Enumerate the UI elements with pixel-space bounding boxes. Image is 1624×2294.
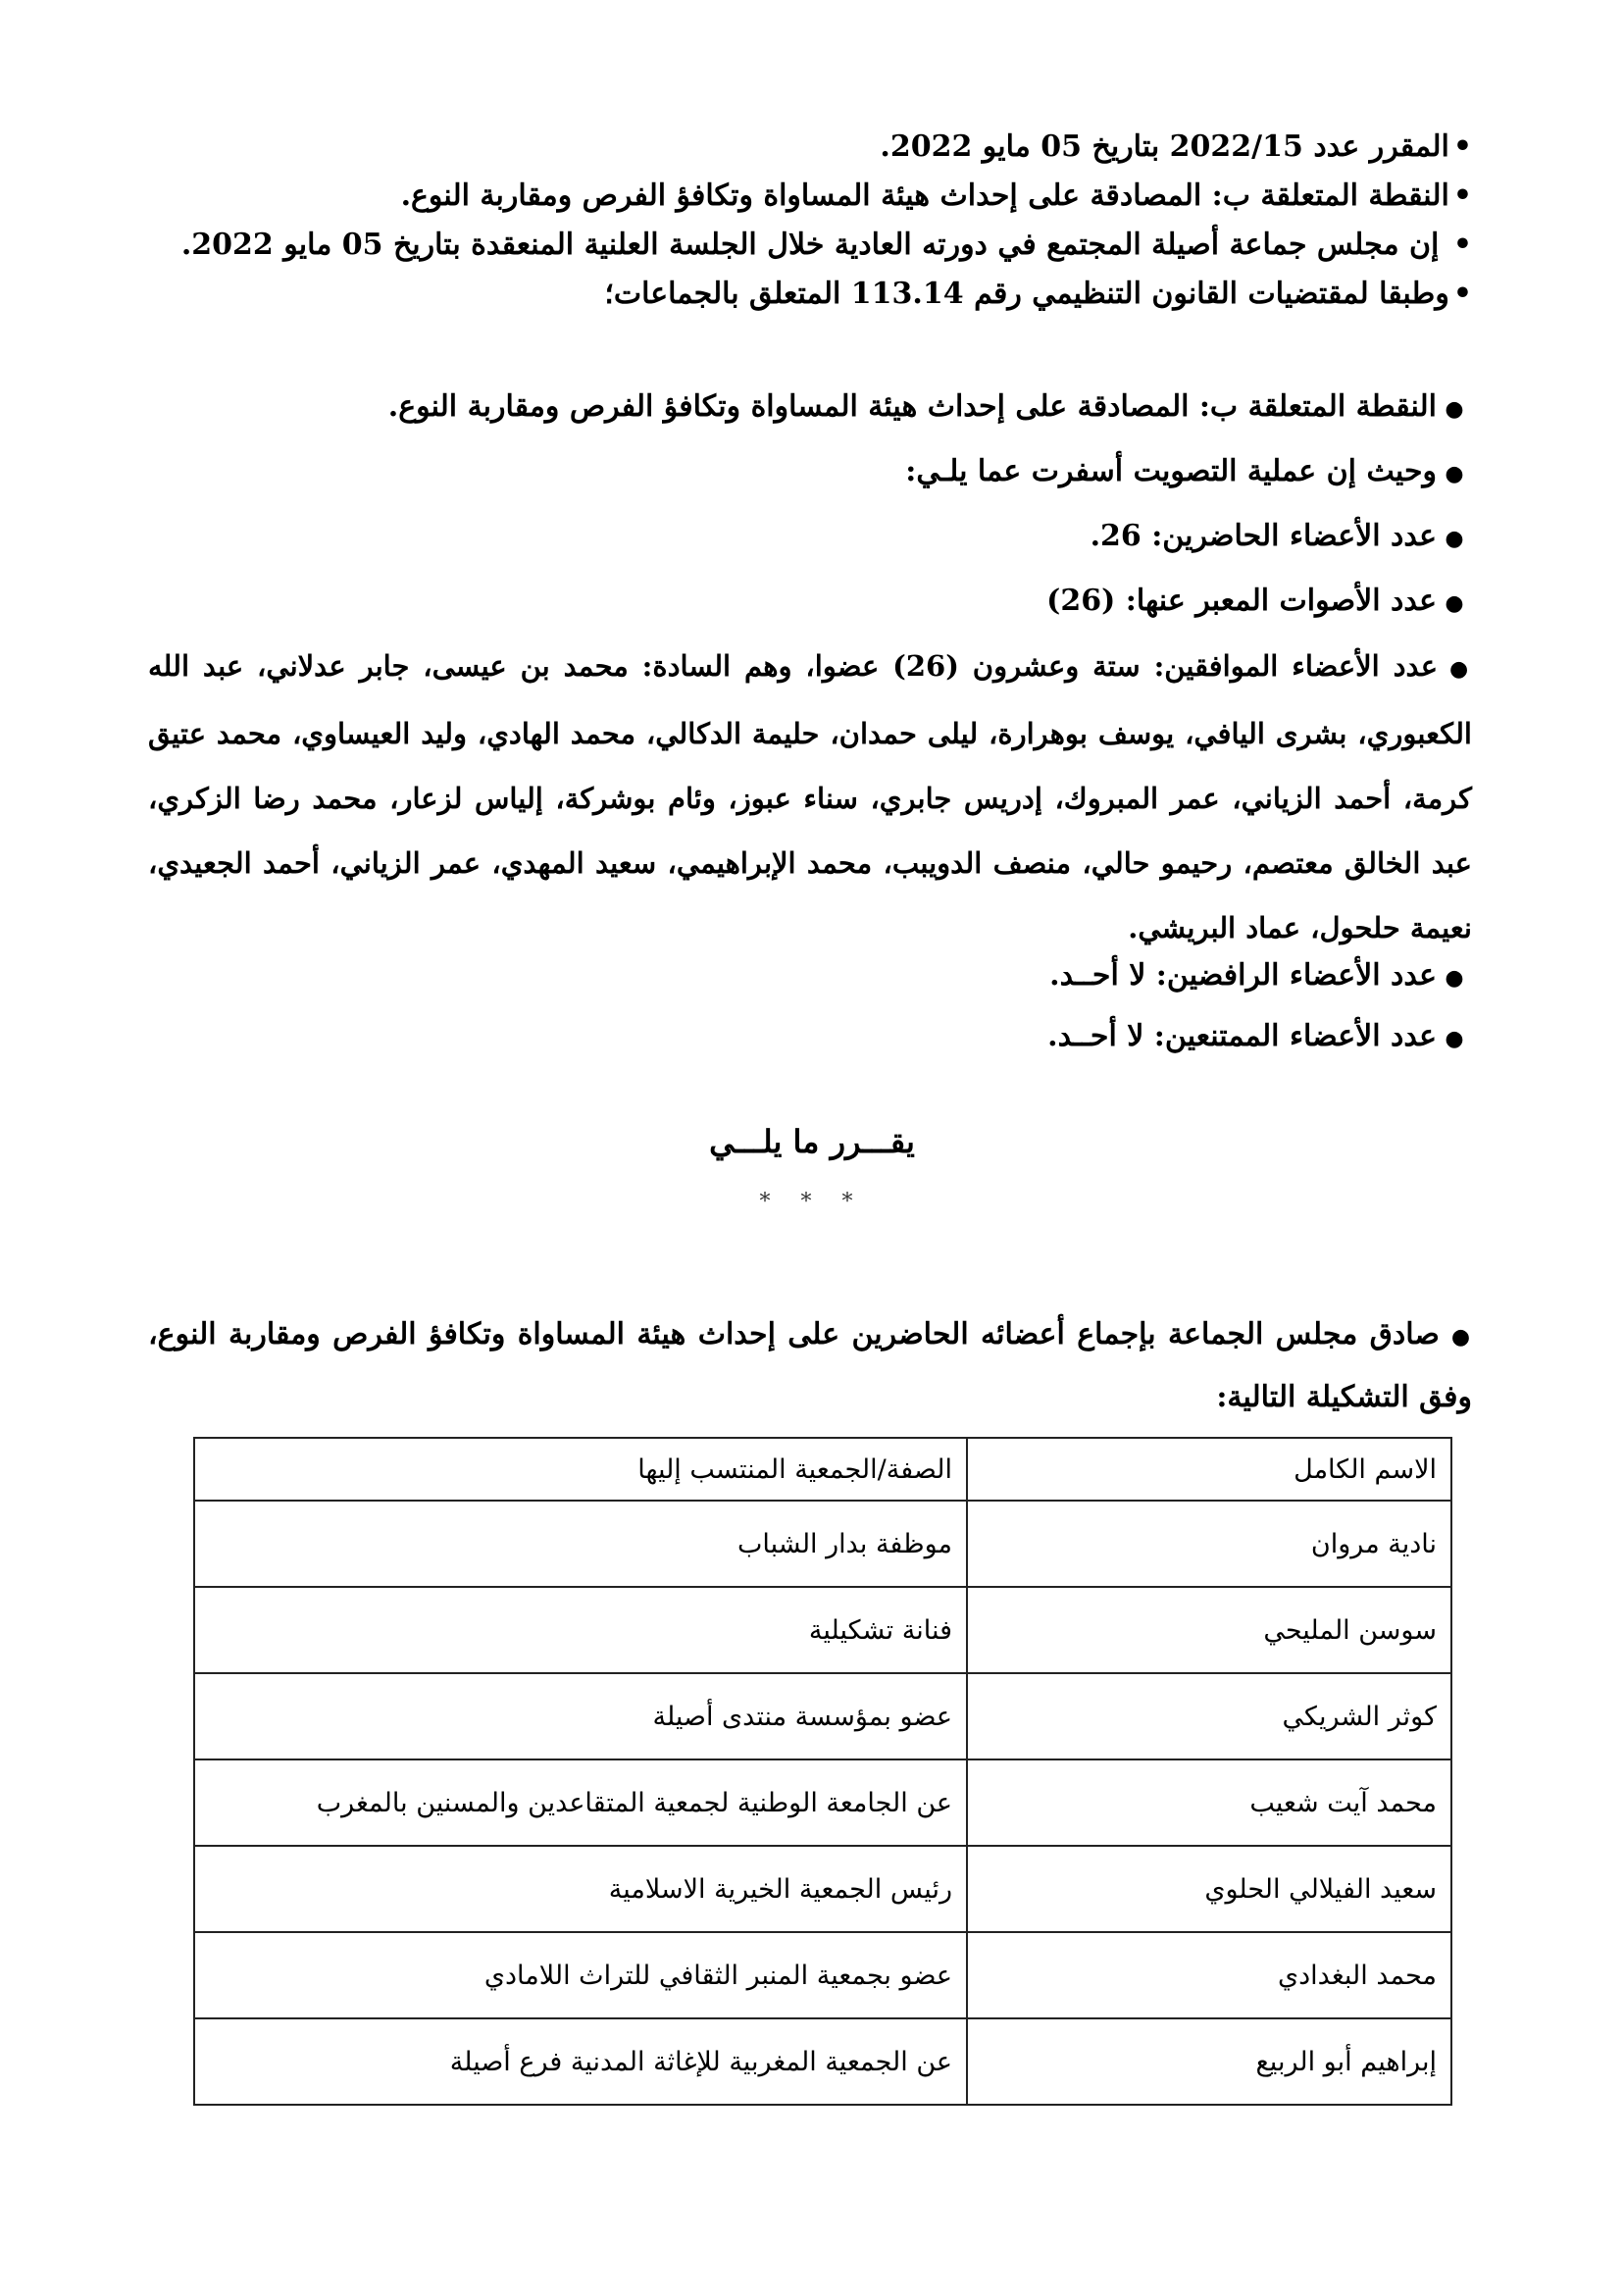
table-row: [194, 2018, 1451, 2105]
decision-heading: يقـــرر ما يلـــي: [709, 1123, 915, 1160]
table-row: [194, 1932, 1451, 2018]
member-role: عضو بجمعية المنبر الثقافي للتراث اللامادي: [194, 1932, 967, 2018]
approving-members: ●عدد الأعضاء الموافقين: ستة وعشرون (26) عضوا، وهم السادة: محمد بن عيسى، جابر عدلاني، عبد الله الكعبوري، بشرى اليافي، يوسف بوهرارة، ليلى حمدان، حليمة الدكالي، محمد الهادي، وليد العيساوي، محمد عتيق كرمة، أحمد الزياني، عمر المبروك، إدريس جابري، سناء عبوز، وئام بوشركة، إلياس لزعار، محمد رضا الزكري، عبد الخالق معتصم، رحيمو حالي، منصف الدويبب، محمد الإبراهيمي، سعيد المهدي، عمر الزياني، أحمد الجعيدي، نعيمة حلحول، عماد البريشي.: [148, 649, 1472, 944]
member-name: محمد البغدادي: [967, 1932, 1451, 2018]
member-name: إبراهيم أبو الربيع: [967, 2018, 1451, 2105]
intro-block: [138, 123, 1472, 319]
list-item: ●النقطة المتعلقة ب: المصادقة على إحداث هيئة المساواة وتكافؤ الفرص ومقاربة النوع.: [387, 389, 1464, 424]
intro-line: •وطبقا لمقتضيات القانون التنظيمي رقم 113.14 المتعلق بالجماعات؛: [604, 277, 1472, 311]
member-role: رئيس الجمعية الخيرية الاسلامية: [194, 1846, 967, 1932]
council-session: إن مجلس جماعة أصيلة المجتمع في دورته العادية خلال الجلسة العلنية المنعقدة بتاريخ 05 مايو 2022.: [180, 228, 1440, 262]
member-role: فنانة تشكيلية: [194, 1587, 967, 1673]
member-role: عن الجامعة الوطنية لجمعية المتقاعدين والمسنين بالمغرب: [194, 1759, 967, 1846]
member-name: سعيد الفيلالي الحلوي: [967, 1846, 1451, 1932]
intro-line: • إن مجلس جماعة أصيلة المجتمع في دورته العادية خلال الجلسة العلنية المنعقدة بتاريخ 05 مايو 2022.: [180, 228, 1472, 262]
table-row: [194, 1587, 1451, 1673]
list-item: ●عدد الأعضاء الرافضين: لا أحــد.: [1049, 958, 1464, 993]
approval-paragraph: ●صادق مجلس الجماعة بإجماع أعضائه الحاضرين على إحداث هيئة المساواة وتكافؤ الفرص ومقاربة النوع، وفق التشكيلة التالية:: [148, 1317, 1472, 1414]
agenda-point: النقطة المتعلقة ب: المصادقة على إحداث هيئة المساواة وتكافؤ الفرص ومقاربة النوع.: [400, 178, 1449, 213]
table-row: [194, 1673, 1451, 1759]
member-name: كوثر الشريكي: [967, 1673, 1451, 1759]
member-role: عن الجمعية المغربية للإغاثة المدنية فرع أصيلة: [194, 2018, 967, 2105]
table-row: [194, 1759, 1451, 1846]
legal-basis: وطبقا لمقتضيات القانون التنظيمي رقم 113.14 المتعلق بالجماعات؛: [604, 277, 1449, 311]
member-name: نادية مروان: [967, 1501, 1451, 1587]
list-item: ●عدد الأصوات المعبر عنها: (26): [1046, 584, 1464, 618]
table-row: [194, 1501, 1451, 1587]
member-name: سوسن المليحي: [967, 1587, 1451, 1673]
list-item: ●وحيث إن عملية التصويت أسفرت عما يلـي:: [905, 454, 1464, 488]
intro-line: •النقطة المتعلقة ب: المصادقة على إحداث هيئة المساواة وتكافؤ الفرص ومقاربة النوع.: [400, 178, 1472, 213]
vote-list-2: [138, 945, 1472, 1067]
composition-table: [193, 1437, 1452, 2106]
list-item: ●عدد الأعضاء الحاضرين: 26.: [1090, 519, 1464, 553]
table-row: [194, 1846, 1451, 1932]
member-role: عضو بمؤسسة منتدى أصيلة: [194, 1673, 967, 1759]
decision-number: المقرر عدد 2022/15 بتاريخ 05 مايو 2022.: [880, 129, 1449, 164]
member-role: موظفة بدار الشباب: [194, 1501, 967, 1587]
list-item: ●عدد الأعضاء الممتنعين: لا أحــد.: [1047, 1019, 1464, 1053]
member-name: محمد آيت شعيب: [967, 1759, 1451, 1846]
vote-list: [138, 375, 1472, 634]
header-name: الاسم الكامل: [967, 1438, 1451, 1501]
intro-line: •المقرر عدد 2022/15 بتاريخ 05 مايو 2022.: [880, 129, 1472, 164]
table-header-row: [194, 1438, 1451, 1501]
header-role: الصفة/الجمعية المنتسب إليها: [194, 1438, 967, 1501]
separator-stars: * * *: [759, 1190, 865, 1214]
